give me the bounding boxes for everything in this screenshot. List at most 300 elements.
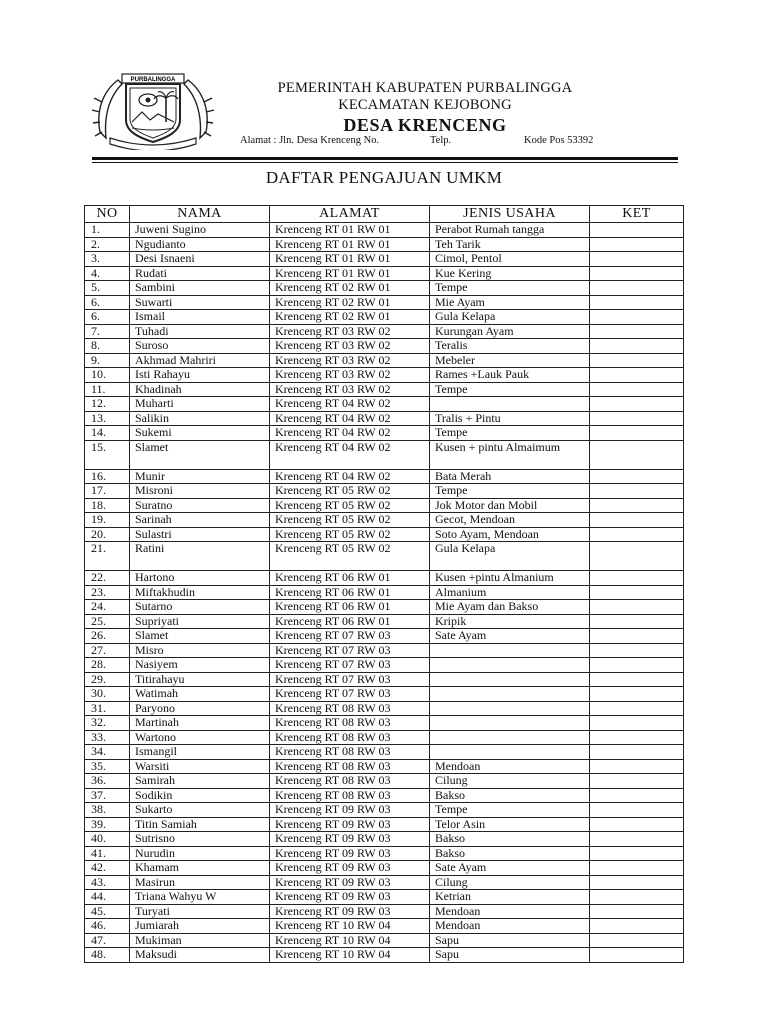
note-cell xyxy=(590,643,684,658)
address-cell: Krenceng RT 06 RW 01 xyxy=(270,614,430,629)
business-type-cell: Tempe xyxy=(430,426,590,441)
address-cell: Krenceng RT 09 RW 03 xyxy=(270,861,430,876)
name-cell: Miftakhudin xyxy=(130,585,270,600)
table-row xyxy=(85,614,684,629)
no-cell: 32. xyxy=(85,716,130,731)
table-row xyxy=(85,411,684,426)
name-cell: Wartono xyxy=(130,730,270,745)
note-cell xyxy=(590,716,684,731)
header-no: NO xyxy=(85,206,130,223)
table-row xyxy=(85,687,684,702)
no-cell: 23. xyxy=(85,585,130,600)
name-cell: Muharti xyxy=(130,397,270,412)
business-type-cell xyxy=(430,716,590,731)
table-row xyxy=(85,368,684,383)
name-cell: Desi Isnaeni xyxy=(130,252,270,267)
business-type-cell: Bakso xyxy=(430,832,590,847)
table-header-row xyxy=(85,206,684,223)
no-cell: 45. xyxy=(85,904,130,919)
business-type-cell: Cimol, Pentol xyxy=(430,252,590,267)
name-cell: Suroso xyxy=(130,339,270,354)
address-cell: Krenceng RT 05 RW 02 xyxy=(270,542,430,571)
table-row xyxy=(85,919,684,934)
name-cell: Martinah xyxy=(130,716,270,731)
name-cell: Ngudianto xyxy=(130,237,270,252)
note-cell xyxy=(590,339,684,354)
no-cell: 17. xyxy=(85,484,130,499)
business-type-cell: Tempe xyxy=(430,803,590,818)
address-cell: Krenceng RT 09 RW 03 xyxy=(270,832,430,847)
business-type-cell: Kripik xyxy=(430,614,590,629)
address-cell: Krenceng RT 08 RW 03 xyxy=(270,745,430,760)
table-row xyxy=(85,237,684,252)
address-cell: Krenceng RT 01 RW 01 xyxy=(270,266,430,281)
note-cell xyxy=(590,774,684,789)
table-row xyxy=(85,339,684,354)
note-cell xyxy=(590,658,684,673)
table-row xyxy=(85,788,684,803)
no-cell: 44. xyxy=(85,890,130,905)
address-cell: Krenceng RT 04 RW 02 xyxy=(270,469,430,484)
business-type-cell xyxy=(430,397,590,412)
table-row xyxy=(85,324,684,339)
no-cell: 18. xyxy=(85,498,130,513)
no-cell: 7. xyxy=(85,324,130,339)
umkm-table xyxy=(84,205,684,963)
letterhead xyxy=(230,80,620,136)
no-cell: 47. xyxy=(85,933,130,948)
no-cell: 40. xyxy=(85,832,130,847)
address-cell: Krenceng RT 03 RW 02 xyxy=(270,382,430,397)
name-cell: Tuhadi xyxy=(130,324,270,339)
no-cell: 28. xyxy=(85,658,130,673)
address-cell: Krenceng RT 01 RW 01 xyxy=(270,252,430,267)
note-cell xyxy=(590,629,684,644)
business-type-cell: Teh Tarik xyxy=(430,237,590,252)
address-cell: Krenceng RT 05 RW 02 xyxy=(270,513,430,528)
address-cell: Krenceng RT 03 RW 02 xyxy=(270,353,430,368)
table-row xyxy=(85,875,684,890)
business-type-cell: Tempe xyxy=(430,281,590,296)
address-cell: Krenceng RT 08 RW 03 xyxy=(270,730,430,745)
note-cell xyxy=(590,832,684,847)
table-row xyxy=(85,310,684,325)
business-type-cell: Gecot, Mendoan xyxy=(430,513,590,528)
table-row xyxy=(85,832,684,847)
no-cell: 13. xyxy=(85,411,130,426)
district-name: KECAMATAN KEJOBONG xyxy=(338,97,512,113)
business-type-cell: Sate Ayam xyxy=(430,861,590,876)
name-cell: Rudati xyxy=(130,266,270,281)
note-cell xyxy=(590,397,684,412)
no-cell: 8. xyxy=(85,339,130,354)
note-cell xyxy=(590,904,684,919)
letterhead-rule-thick xyxy=(92,157,678,160)
address-cell: Krenceng RT 03 RW 02 xyxy=(270,324,430,339)
note-cell xyxy=(590,527,684,542)
address-cell: Krenceng RT 09 RW 03 xyxy=(270,817,430,832)
name-cell: Sutarno xyxy=(130,600,270,615)
no-cell: 24. xyxy=(85,600,130,615)
business-type-cell: Mie Ayam xyxy=(430,295,590,310)
name-cell: Triana Wahyu W xyxy=(130,890,270,905)
business-type-cell: Bakso xyxy=(430,846,590,861)
address-cell: Krenceng RT 05 RW 02 xyxy=(270,527,430,542)
address-cell: Krenceng RT 06 RW 01 xyxy=(270,571,430,586)
address-cell: Krenceng RT 02 RW 01 xyxy=(270,310,430,325)
name-cell: Sodikin xyxy=(130,788,270,803)
note-cell xyxy=(590,919,684,934)
table-row xyxy=(85,774,684,789)
note-cell xyxy=(590,498,684,513)
no-cell: 36. xyxy=(85,774,130,789)
name-cell: Juweni Sugino xyxy=(130,223,270,238)
table-row xyxy=(85,469,684,484)
business-type-cell: Tempe xyxy=(430,484,590,499)
address-cell: Krenceng RT 10 RW 04 xyxy=(270,933,430,948)
table-row xyxy=(85,890,684,905)
address-cell: Krenceng RT 09 RW 03 xyxy=(270,846,430,861)
business-type-cell xyxy=(430,701,590,716)
regency-emblem-icon xyxy=(92,72,214,150)
name-cell: Sarinah xyxy=(130,513,270,528)
name-cell: Jumiarah xyxy=(130,919,270,934)
no-cell: 25. xyxy=(85,614,130,629)
name-cell: Munir xyxy=(130,469,270,484)
table-row xyxy=(85,803,684,818)
business-type-cell: Soto Ayam, Mendoan xyxy=(430,527,590,542)
address-cell: Krenceng RT 10 RW 04 xyxy=(270,919,430,934)
note-cell xyxy=(590,469,684,484)
address-cell: Krenceng RT 08 RW 03 xyxy=(270,774,430,789)
no-cell: 48. xyxy=(85,948,130,963)
name-cell: Salikin xyxy=(130,411,270,426)
name-cell: Titirahayu xyxy=(130,672,270,687)
document-title: DAFTAR PENGAJUAN UMKM xyxy=(265,168,503,187)
name-cell: Nurudin xyxy=(130,846,270,861)
note-cell xyxy=(590,440,684,469)
name-cell: Misroni xyxy=(130,484,270,499)
table-row xyxy=(85,513,684,528)
no-cell: 10. xyxy=(85,368,130,383)
name-cell: Sutrisno xyxy=(130,832,270,847)
note-cell xyxy=(590,266,684,281)
address-cell: Krenceng RT 04 RW 02 xyxy=(270,411,430,426)
name-cell: Ismail xyxy=(130,310,270,325)
address-cell: Krenceng RT 08 RW 03 xyxy=(270,701,430,716)
business-type-cell xyxy=(430,643,590,658)
table-row xyxy=(85,382,684,397)
address-cell: Krenceng RT 01 RW 01 xyxy=(270,223,430,238)
name-cell: Samirah xyxy=(130,774,270,789)
note-cell xyxy=(590,672,684,687)
no-cell: 46. xyxy=(85,919,130,934)
table-row xyxy=(85,223,684,238)
address-cell: Krenceng RT 07 RW 03 xyxy=(270,658,430,673)
no-cell: 29. xyxy=(85,672,130,687)
note-cell xyxy=(590,223,684,238)
note-cell xyxy=(590,252,684,267)
no-cell: 5. xyxy=(85,281,130,296)
note-cell xyxy=(590,948,684,963)
address-cell: Krenceng RT 03 RW 02 xyxy=(270,368,430,383)
note-cell xyxy=(590,817,684,832)
business-type-cell: Cilung xyxy=(430,875,590,890)
header-nama: NAMA xyxy=(130,206,270,223)
business-type-cell: Almanium xyxy=(430,585,590,600)
address-cell: Krenceng RT 04 RW 02 xyxy=(270,426,430,441)
table-row xyxy=(85,252,684,267)
no-cell: 27. xyxy=(85,643,130,658)
table-row xyxy=(85,861,684,876)
no-cell: 14. xyxy=(85,426,130,441)
table-row xyxy=(85,295,684,310)
no-cell: 42. xyxy=(85,861,130,876)
note-cell xyxy=(590,571,684,586)
address-cell: Krenceng RT 07 RW 03 xyxy=(270,629,430,644)
business-type-cell: Rames +Lauk Pauk xyxy=(430,368,590,383)
name-cell: Slamet xyxy=(130,440,270,469)
table-row xyxy=(85,846,684,861)
table-row xyxy=(85,904,684,919)
business-type-cell: Jok Motor dan Mobil xyxy=(430,498,590,513)
no-cell: 21. xyxy=(85,542,130,571)
no-cell: 33. xyxy=(85,730,130,745)
note-cell xyxy=(590,875,684,890)
address-cell: Krenceng RT 04 RW 02 xyxy=(270,440,430,469)
no-cell: 34. xyxy=(85,745,130,760)
business-type-cell: Gula Kelapa xyxy=(430,542,590,571)
no-cell: 11. xyxy=(85,382,130,397)
table-row xyxy=(85,672,684,687)
table-row xyxy=(85,353,684,368)
business-type-cell xyxy=(430,730,590,745)
table-row xyxy=(85,281,684,296)
business-type-cell: Perabot Rumah tangga xyxy=(430,223,590,238)
business-type-cell: Ketrian xyxy=(430,890,590,905)
note-cell xyxy=(590,890,684,905)
name-cell: Ratini xyxy=(130,542,270,571)
business-type-cell: Mebeler xyxy=(430,353,590,368)
no-cell: 37. xyxy=(85,788,130,803)
address-cell: Krenceng RT 08 RW 03 xyxy=(270,788,430,803)
table-row xyxy=(85,585,684,600)
no-cell: 15. xyxy=(85,440,130,469)
table-row xyxy=(85,498,684,513)
no-cell: 20. xyxy=(85,527,130,542)
address-cell: Krenceng RT 10 RW 04 xyxy=(270,948,430,963)
business-type-cell: Kusen + pintu Almaimum xyxy=(430,440,590,469)
note-cell xyxy=(590,861,684,876)
table-row xyxy=(85,397,684,412)
regency-name: PEMERINTAH KABUPATEN PURBALINGGA xyxy=(277,80,573,96)
note-cell xyxy=(590,788,684,803)
table-row xyxy=(85,266,684,281)
note-cell xyxy=(590,484,684,499)
table-row xyxy=(85,701,684,716)
address-cell: Krenceng RT 09 RW 03 xyxy=(270,875,430,890)
no-cell: 43. xyxy=(85,875,130,890)
address-cell: Krenceng RT 09 RW 03 xyxy=(270,890,430,905)
name-cell: Masirun xyxy=(130,875,270,890)
name-cell: Khadinah xyxy=(130,382,270,397)
business-type-cell: Telor Asin xyxy=(430,817,590,832)
address-cell: Krenceng RT 04 RW 02 xyxy=(270,397,430,412)
no-cell: 39. xyxy=(85,817,130,832)
table-row xyxy=(85,759,684,774)
business-type-cell: Kusen +pintu Almanium xyxy=(430,571,590,586)
name-cell: Misro xyxy=(130,643,270,658)
name-cell: Supriyati xyxy=(130,614,270,629)
address-cell: Krenceng RT 05 RW 02 xyxy=(270,498,430,513)
address-cell: Krenceng RT 07 RW 03 xyxy=(270,672,430,687)
business-type-cell: Teralis xyxy=(430,339,590,354)
no-cell: 19. xyxy=(85,513,130,528)
table-row xyxy=(85,745,684,760)
no-cell: 30. xyxy=(85,687,130,702)
table-row xyxy=(85,933,684,948)
note-cell xyxy=(590,687,684,702)
name-cell: Sulastri xyxy=(130,527,270,542)
name-cell: Suratno xyxy=(130,498,270,513)
name-cell: Maksudi xyxy=(130,948,270,963)
no-cell: 9. xyxy=(85,353,130,368)
note-cell xyxy=(590,411,684,426)
name-cell: Sambini xyxy=(130,281,270,296)
address-cell: Krenceng RT 06 RW 01 xyxy=(270,600,430,615)
business-type-cell: Sapu xyxy=(430,948,590,963)
business-type-cell: Sate Ayam xyxy=(430,629,590,644)
business-type-cell: Mendoan xyxy=(430,919,590,934)
no-cell: 38. xyxy=(85,803,130,818)
name-cell: Slamet xyxy=(130,629,270,644)
business-type-cell: Bakso xyxy=(430,788,590,803)
address-cell: Krenceng RT 07 RW 03 xyxy=(270,687,430,702)
business-type-cell: Mendoan xyxy=(430,904,590,919)
name-cell: Khamam xyxy=(130,861,270,876)
note-cell xyxy=(590,382,684,397)
business-type-cell: Tempe xyxy=(430,382,590,397)
header-alamat: ALAMAT xyxy=(270,206,430,223)
no-cell: 6. xyxy=(85,295,130,310)
table-row xyxy=(85,426,684,441)
no-cell: 4. xyxy=(85,266,130,281)
note-cell xyxy=(590,803,684,818)
header-jenis-usaha: JENIS USAHA xyxy=(430,206,590,223)
name-cell: Ismangil xyxy=(130,745,270,760)
business-type-cell: Kue Kering xyxy=(430,266,590,281)
note-cell xyxy=(590,426,684,441)
note-cell xyxy=(590,542,684,571)
name-cell: Suwarti xyxy=(130,295,270,310)
address-text: Alamat : Jln. Desa Krenceng No. xyxy=(240,135,380,146)
note-cell xyxy=(590,324,684,339)
no-cell: 3. xyxy=(85,252,130,267)
note-cell xyxy=(590,237,684,252)
business-type-cell xyxy=(430,658,590,673)
no-cell: 6. xyxy=(85,310,130,325)
business-type-cell xyxy=(430,672,590,687)
address-cell: Krenceng RT 03 RW 02 xyxy=(270,339,430,354)
business-type-cell: Mie Ayam dan Bakso xyxy=(430,600,590,615)
address-cell: Krenceng RT 01 RW 01 xyxy=(270,237,430,252)
name-cell: Akhmad Mahriri xyxy=(130,353,270,368)
name-cell: Sukarto xyxy=(130,803,270,818)
address-cell: Krenceng RT 09 RW 03 xyxy=(270,803,430,818)
business-type-cell xyxy=(430,745,590,760)
table-row xyxy=(85,658,684,673)
no-cell: 12. xyxy=(85,397,130,412)
emblem-banner-text: PURBALINGGA xyxy=(130,77,176,83)
no-cell: 22. xyxy=(85,571,130,586)
note-cell xyxy=(590,614,684,629)
address-cell: Krenceng RT 05 RW 02 xyxy=(270,484,430,499)
note-cell xyxy=(590,701,684,716)
name-cell: Nasiyem xyxy=(130,658,270,673)
address-cell: Krenceng RT 02 RW 01 xyxy=(270,295,430,310)
address-cell: Krenceng RT 02 RW 01 xyxy=(270,281,430,296)
table-row xyxy=(85,527,684,542)
business-type-cell: Gula Kelapa xyxy=(430,310,590,325)
no-cell: 41. xyxy=(85,846,130,861)
business-type-cell: Cilung xyxy=(430,774,590,789)
business-type-cell: Bata Merah xyxy=(430,469,590,484)
note-cell xyxy=(590,933,684,948)
no-cell: 26. xyxy=(85,629,130,644)
name-cell: Titin Samiah xyxy=(130,817,270,832)
address-cell: Krenceng RT 06 RW 01 xyxy=(270,585,430,600)
note-cell xyxy=(590,745,684,760)
name-cell: Paryono xyxy=(130,701,270,716)
address-cell: Krenceng RT 08 RW 03 xyxy=(270,716,430,731)
name-cell: Isti Rahayu xyxy=(130,368,270,383)
address-cell: Krenceng RT 08 RW 03 xyxy=(270,759,430,774)
name-cell: Hartono xyxy=(130,571,270,586)
business-type-cell: Kurungan Ayam xyxy=(430,324,590,339)
note-cell xyxy=(590,310,684,325)
village-name: DESA KRENCENG xyxy=(343,115,507,135)
name-cell: Sukemi xyxy=(130,426,270,441)
note-cell xyxy=(590,585,684,600)
note-cell xyxy=(590,730,684,745)
letterhead-rule-thin xyxy=(92,162,678,163)
name-cell: Warsiti xyxy=(130,759,270,774)
business-type-cell: Tralis + Pintu xyxy=(430,411,590,426)
no-cell: 31. xyxy=(85,701,130,716)
name-cell: Turyati xyxy=(130,904,270,919)
table-row xyxy=(85,440,684,469)
note-cell xyxy=(590,846,684,861)
business-type-cell: Sapu xyxy=(430,933,590,948)
address-cell: Krenceng RT 09 RW 03 xyxy=(270,904,430,919)
no-cell: 1. xyxy=(85,223,130,238)
name-cell: Mukiman xyxy=(130,933,270,948)
note-cell xyxy=(590,281,684,296)
table-row xyxy=(85,484,684,499)
business-type-cell: Mendoan xyxy=(430,759,590,774)
header-ket: KET xyxy=(590,206,684,223)
no-cell: 35. xyxy=(85,759,130,774)
table-row xyxy=(85,948,684,963)
note-cell xyxy=(590,600,684,615)
note-cell xyxy=(590,759,684,774)
table-row xyxy=(85,542,684,571)
name-cell: Watimah xyxy=(130,687,270,702)
table-row xyxy=(85,643,684,658)
postcode-text: Kode Pos 53392 xyxy=(524,135,594,146)
table-row xyxy=(85,600,684,615)
note-cell xyxy=(590,353,684,368)
